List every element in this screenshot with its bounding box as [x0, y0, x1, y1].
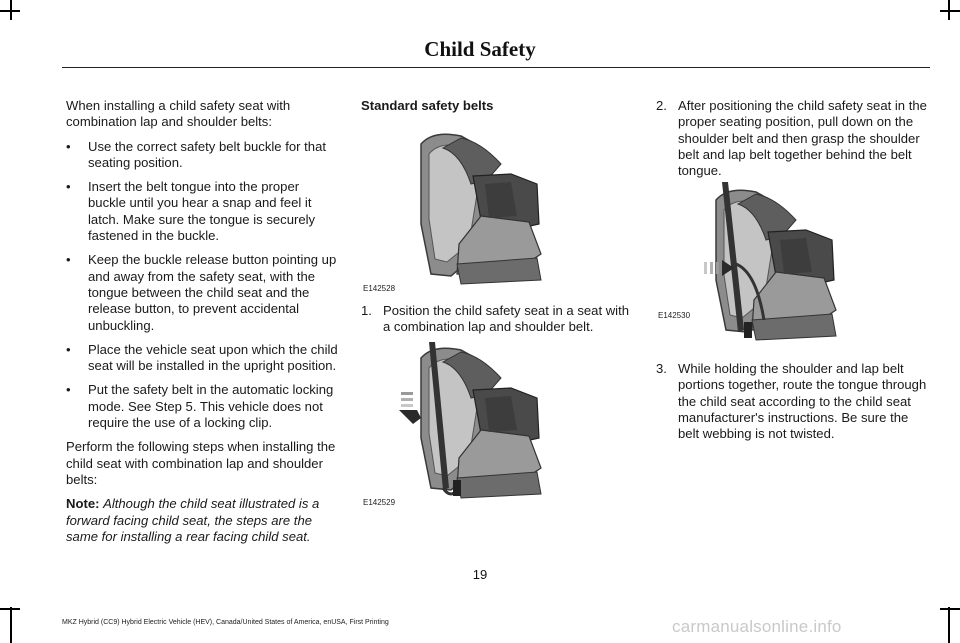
bullet-glyph: •	[66, 382, 71, 398]
list-item-text: Use the correct safety belt buckle for that seating position.	[88, 138, 326, 170]
step-text: Position the child safety seat in a seat with a combination lap and shoulder belt.	[383, 303, 630, 335]
section-heading: Standard safety belts	[361, 98, 494, 113]
figure-child-seat-3	[656, 180, 928, 350]
bullet-glyph: •	[66, 138, 71, 154]
column-middle	[361, 98, 633, 114]
list-item-text: Place the vehicle seat upon which the child seat will be installed in the upright position.	[88, 341, 338, 374]
list-item	[66, 382, 338, 431]
bullet-glyph: •	[66, 179, 71, 195]
bullet-glyph: •	[66, 341, 71, 357]
crop-mark-bottom-right-h	[940, 608, 960, 610]
crop-mark-bottom-right-v	[948, 607, 950, 643]
bullet-glyph: •	[66, 252, 71, 268]
watermark: carmanualsonline.info	[672, 617, 842, 636]
list-item-text: Insert the belt tongue into the proper buckle until you hear a snap and feel it latch. Make sure the tongue is securely fastened in the buckle.	[88, 179, 316, 244]
list-item	[66, 252, 338, 333]
crop-mark-bottom-left-h	[0, 608, 20, 610]
intro-paragraph: When installing a child safety seat with combination lap and shoulder belts:	[66, 98, 291, 130]
child-seat-illustration	[361, 124, 633, 294]
list-item-text: Put the safety belt in the automatic locking mode. See Step 5. This vehicle does not require the use of a locking clip.	[88, 382, 334, 431]
step-item	[656, 361, 928, 442]
figure-code: E142528	[363, 284, 396, 293]
list-item	[66, 179, 338, 244]
requirements-list	[66, 139, 338, 432]
column-left	[66, 98, 338, 545]
note-text: Although the child seat illustrated is a forward facing child seat, the steps are the same for installing a rear facing child seat.	[66, 496, 320, 544]
note-paragraph	[66, 496, 338, 545]
crop-mark-top-left-h	[0, 10, 20, 12]
crop-mark-top-right-h	[940, 10, 960, 12]
note-label: Note:	[66, 496, 100, 512]
page-title: Child Safety	[424, 37, 536, 61]
step-text: While holding the shoulder and lap belt portions together, route the tongue through the child seat according to the child seat manufacturer's instructions. Be sure the belt webbing is not twisted.	[678, 361, 927, 442]
list-item	[66, 342, 338, 375]
printing-info: MKZ Hybrid (CC9) Hybrid Electric Vehicle (HEV), Canada/United States of America, enUSA, First Printing	[62, 619, 389, 626]
arrow-down-icon	[399, 392, 421, 424]
list-item-text: Keep the buckle release button pointing up and away from the safety seat, with the tongue between the child seat and the release button, to prevent accidental unbuckling.	[88, 252, 337, 333]
step-1	[361, 303, 633, 336]
step-number: 1.	[361, 303, 372, 318]
figure-code: E142530	[658, 311, 691, 320]
step-2	[656, 98, 928, 179]
page-number: 19	[472, 567, 488, 582]
crop-mark-bottom-left-v	[10, 607, 12, 643]
step-item	[361, 303, 633, 336]
header-rule	[62, 67, 930, 68]
step-number: 3.	[656, 361, 667, 376]
figure-child-seat-2	[361, 338, 633, 508]
step-3	[656, 361, 928, 442]
figure-code: E142529	[363, 498, 396, 507]
figure-child-seat-1	[361, 124, 633, 294]
step-item	[656, 98, 928, 179]
child-seat-belt-illustration	[361, 338, 633, 508]
child-seat-belt-pull-illustration	[656, 180, 928, 350]
steps-intro-paragraph: Perform the following steps when installing the child seat with combination lap and shoulder belts:	[66, 439, 336, 487]
step-number: 2.	[656, 98, 667, 113]
list-item	[66, 139, 338, 172]
step-text: After positioning the child safety seat in the proper seating position, pull down on the shoulder belt and then grasp the shoulder belt and lap belt together behind the belt tongue.	[678, 98, 927, 179]
